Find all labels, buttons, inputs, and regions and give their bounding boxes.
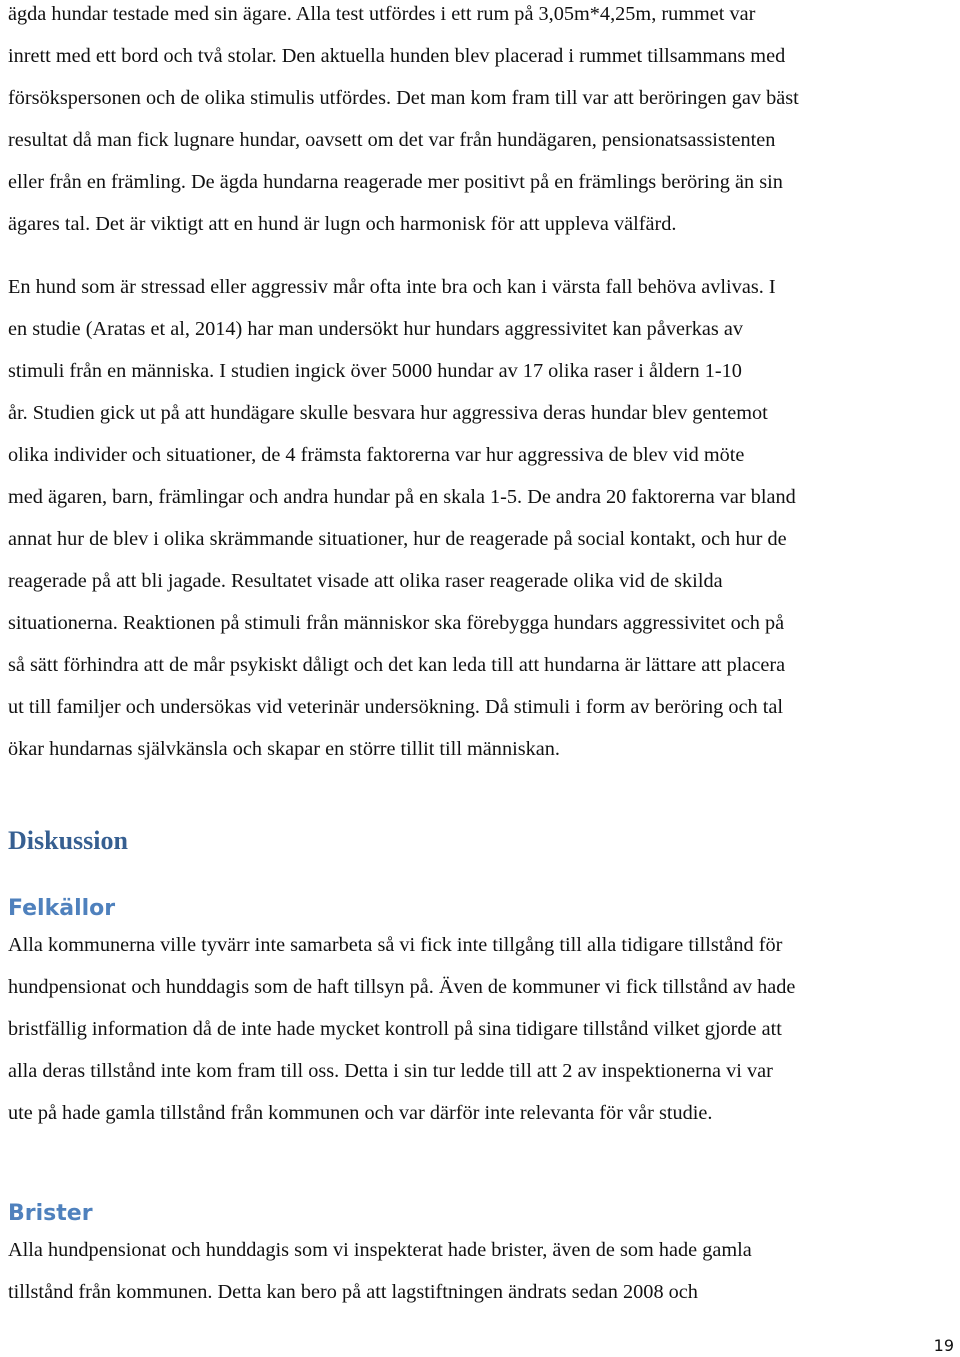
text-line: försökspersonen och de olika stimulis utfördes. Det man kom fram till var att beröringen gav bäst — [8, 87, 799, 109]
text-line: tillstånd från kommunen. Detta kan bero på att lagstiftningen ändrats sedan 2008 och — [8, 1281, 698, 1303]
text-line: resultat då man fick lugnare hundar, oavsett om det var från hundägaren, pensionatsassistenten — [8, 129, 776, 151]
text-line: alla deras tillstånd inte kom fram till oss. Detta i sin tur ledde till att 2 av inspektionerna vi var — [8, 1060, 773, 1082]
text-line: bristfällig information då de inte hade mycket kontroll på sina tidigare tillstånd vilket gjorde att — [8, 1018, 782, 1040]
text-line: eller från en främling. De ägda hundarna reagerade mer positivt på en främlings beröring än sin — [8, 171, 783, 193]
text-line: situationerna. Reaktionen på stimuli från människor ska förebygga hundars aggressivitet och på — [8, 612, 785, 634]
text-line: hundpensionat och hunddagis som de haft tillsyn på. Även de kommuner vi fick tillstånd av hade — [8, 976, 796, 998]
text-line: ökar hundarnas självkänsla och skapar en större tillit till människan. — [8, 738, 560, 760]
page-number: 19 — [933, 1336, 954, 1355]
text-line: stimuli från en människa. I studien ingick över 5000 hundar av 17 olika raser i åldern 1-10 — [8, 360, 742, 382]
text-line: reagerade på att bli jagade. Resultatet visade att olika raser reagerade olika vid de skilda — [8, 570, 723, 592]
text-line: så sätt förhindra att de mår psykiskt dåligt och det kan leda till att hundarna är lättare att placera — [8, 654, 786, 676]
text-line: inrett med ett bord och två stolar. Den aktuella hunden blev placerad i rummet tillsammans med — [8, 45, 786, 67]
text-line: ute på hade gamla tillstånd från kommunen och var därför inte relevanta för vår studie. — [8, 1102, 713, 1124]
subsection-heading: Brister — [8, 1201, 93, 1226]
text-line: med ägaren, barn, främlingar och andra hundar på en skala 1-5. De andra 20 faktorerna var bland — [8, 486, 796, 508]
text-line: olika individer och situationer, de 4 främsta faktorerna var hur aggressiva de blev vid möte — [8, 444, 745, 466]
text-line: ägares tal. Det är viktigt att en hund är lugn och harmonisk för att uppleva välfärd. — [8, 213, 677, 235]
text-line: En hund som är stressad eller aggressiv mår ofta inte bra och kan i värsta fall behöva avlivas. I — [8, 276, 776, 298]
text-line: Alla kommunerna ville tyvärr inte samarbeta så vi fick inte tillgång till alla tidigare tillstånd för — [8, 934, 783, 956]
text-line: Alla hundpensionat och hunddagis som vi inspekterat hade brister, även de som hade gamla — [8, 1239, 752, 1261]
text-line: ägda hundar testade med sin ägare. Alla test utfördes i ett rum på 3,05m*4,25m, rummet var — [8, 3, 756, 25]
subsection-heading: Felkällor — [8, 896, 116, 921]
text-line: ut till familjer och undersökas vid veterinär undersökning. Då stimuli i form av beröring och tal — [8, 696, 784, 718]
section-heading: Diskussion — [8, 826, 128, 855]
text-line: en studie (Aratas et al, 2014) har man undersökt hur hundars aggressivitet kan påverkas av — [8, 318, 743, 340]
text-line: år. Studien gick ut på att hundägare skulle besvara hur aggressiva deras hundar blev gentemot — [8, 402, 768, 424]
text-line: annat hur de blev i olika skrämmande situationer, hur de reagerade på social kontakt, och hur de — [8, 528, 787, 550]
